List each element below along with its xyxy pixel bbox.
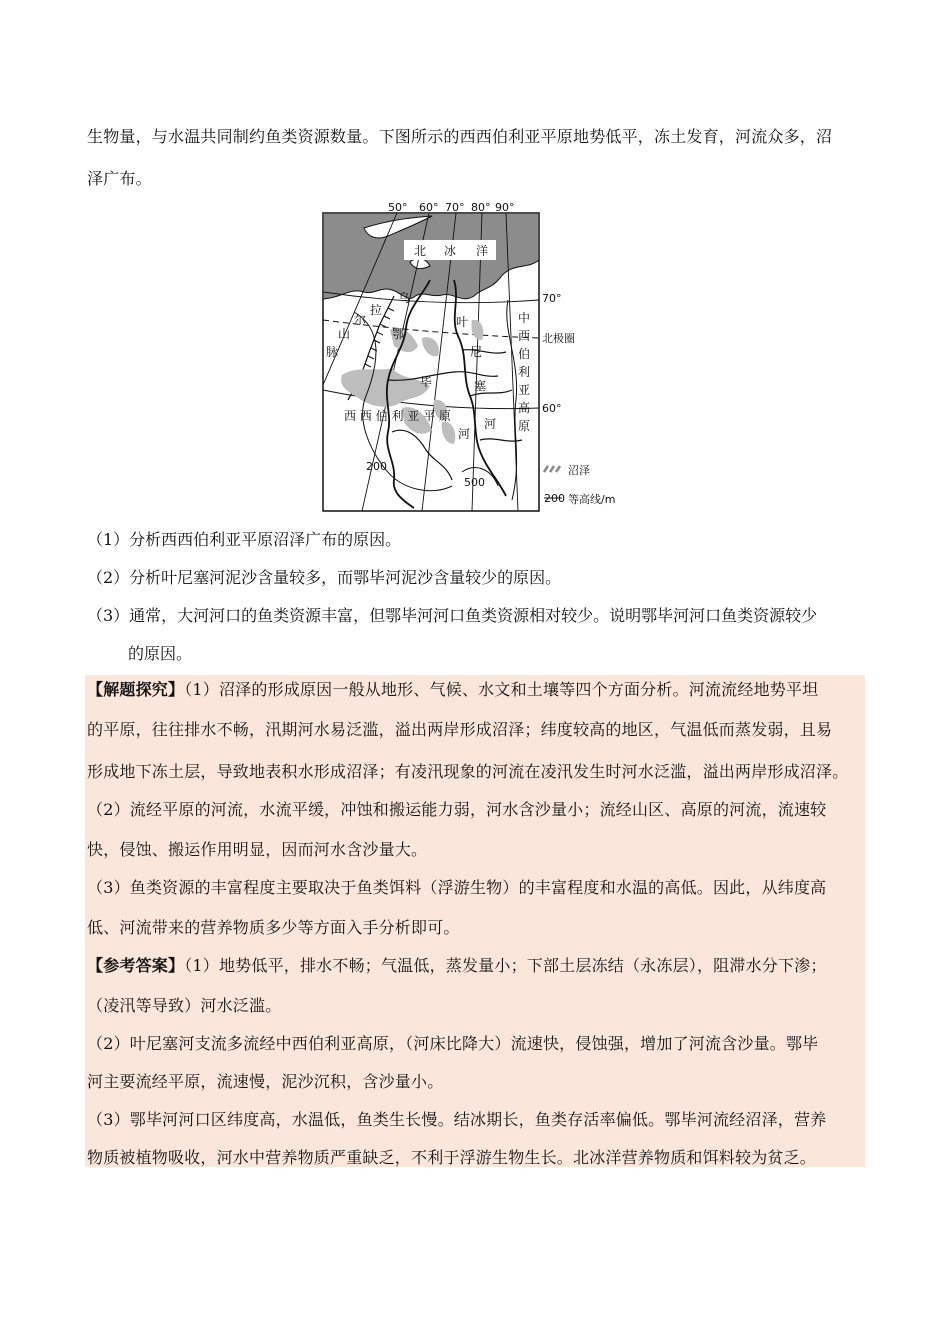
intro-line-1: 生物量，与水温共同制约鱼类资源数量。下图所示的西西伯利亚平原地势低平，冻土发育，河流众多，沼 (87, 127, 833, 146)
legend-contour-value: 200 (544, 492, 565, 505)
ob-char: 毕 (420, 375, 433, 389)
lon-label: 60° (419, 201, 439, 214)
lat-label: 60° (542, 402, 562, 415)
lon-label: 90° (495, 201, 515, 214)
answer-line-1: 【参考答案】（1）地势低平，排水不畅；气温低，蒸发量小；下部土层冻结（永冻层），阻滞水分下渗； (87, 956, 827, 975)
ural-char: 脉 (326, 345, 339, 359)
arctic-circle-label: 北极圈 (542, 332, 575, 345)
answer-tag: 【参考答案】 (87, 956, 185, 975)
analysis-line-6: （3）鱼类资源的丰富程度主要取决于鱼类饵料（浮游生物）的丰富程度和水温的高低。因此，从纬度高 (87, 878, 827, 897)
plateau-char: 利 (518, 365, 531, 379)
lon-label: 80° (471, 201, 491, 214)
question-3-cont: 的原因。 (128, 644, 193, 663)
analysis-line-3: 形成地下冻土层，导致地表积水形成沼泽；有凌汛现象的河流在凌汛发生时河水泛滥，溢出两岸形成沼泽。 (87, 762, 849, 781)
west-siberia-map (322, 200, 640, 512)
plateau-char: 亚 (518, 383, 531, 397)
question-1: （1）分析西西伯利亚平原沼泽广布的原因。 (87, 530, 402, 549)
answer-line-3: （2）叶尼塞河支流多流经中西伯利亚高原，（河床比降大）流速快，侵蚀强，增加了河流含沙量。鄂毕 (87, 1034, 819, 1053)
plateau-char: 高 (518, 401, 531, 415)
plateau-char: 西 (518, 329, 531, 343)
yenisei-char: 尼 (470, 345, 483, 359)
contour-value: 500 (464, 476, 485, 489)
ocean-char: 洋 (476, 244, 489, 258)
answer-line-2: （凌汛等导致）河水泛滥。 (87, 996, 282, 1015)
legend-contour: 等高线/m (568, 493, 616, 506)
question-3: （3）通常，大河河口的鱼类资源丰富，但鄂毕河河口鱼类资源相对较少。说明鄂毕河河口鱼类资源较少 (87, 606, 818, 625)
ocean-char: 北 (414, 244, 427, 258)
ural-char: 拉 (370, 303, 383, 317)
ocean-char: 冰 (444, 244, 457, 258)
plateau-char: 中 (518, 311, 531, 325)
lon-label: 50° (388, 201, 408, 214)
yenisei-char: 塞 (474, 379, 487, 393)
ural-char: 乌 (398, 291, 411, 305)
answer-line-4: 河主要流经平原，流速慢，泥沙沉积，含沙量小。 (87, 1072, 444, 1091)
analysis-line-7: 低、河流带来的营养物质多少等方面入手分析即可。 (87, 918, 460, 937)
plain-label: 西 西 伯 利 亚 平 原 (344, 409, 451, 423)
contour-value: 200 (366, 460, 387, 473)
ob-char: 鄂 (392, 327, 405, 341)
plateau-char: 原 (518, 419, 531, 433)
analysis-tag: 【解题探究】 (87, 680, 185, 699)
lon-label: 70° (445, 201, 465, 214)
map-legend (544, 464, 615, 506)
question-2: （2）分析叶尼塞河泥沙含量较多，而鄂毕河泥沙含量较少的原因。 (87, 568, 562, 587)
ural-char: 尔 (354, 313, 367, 327)
legend-swamp: 沼泽 (568, 464, 590, 477)
lat-label: 70° (542, 292, 562, 305)
analysis-line-2: 的平原，往往排水不畅，汛期河水易泛滥，溢出两岸形成沼泽；纬度较高的地区，气温低而蒸发弱，且易 (87, 720, 833, 739)
river-char: 河 (458, 427, 471, 441)
answer-line-5: （3）鄂毕河河口区纬度高，水温低，鱼类生长慢。结冰期长，鱼类存活率偏低。鄂毕河流经沼泽，营养 (87, 1110, 827, 1129)
ural-char: 山 (338, 327, 351, 341)
intro-line-2: 泽广布。 (87, 169, 152, 188)
yenisei-char: 叶 (456, 315, 469, 329)
answer-line-6: 物质被植物吸收，河水中营养物质严重缺乏，不利于浮游生物生长。北冰洋营养物质和饵料较为贫乏。 (87, 1148, 817, 1167)
plateau-char: 伯 (518, 347, 531, 361)
swamp-legend-icon (544, 466, 560, 472)
analysis-line-5: 快，侵蚀、搬运作用明显，因而河水含沙量大。 (87, 840, 428, 859)
river-char: 河 (484, 417, 497, 431)
analysis-line-1: 【解题探究】（1）沼泽的形成原因一般从地形、气候、水文和土壤等四个方面分析。河流流经地势平坦 (87, 680, 819, 699)
analysis-line-4: （2）流经平原的河流，水流平缓，冲蚀和搬运能力弱，河水含沙量小；流经山区、高原的河流，流速较 (87, 800, 827, 819)
